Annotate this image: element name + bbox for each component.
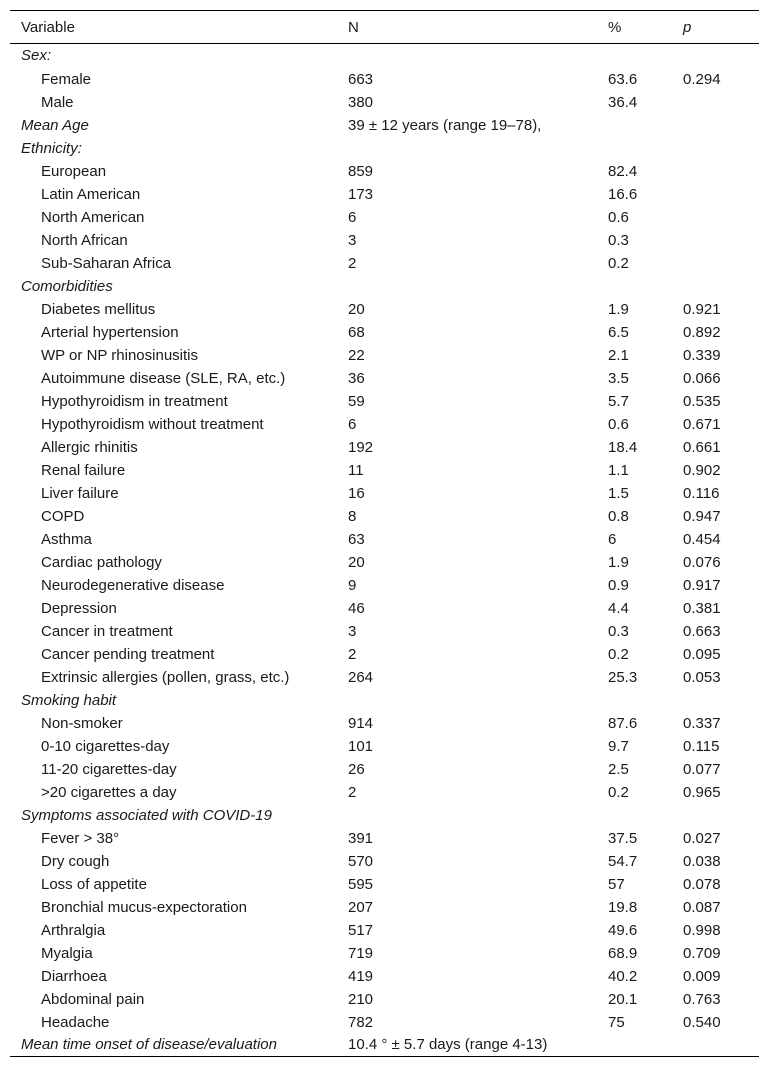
p-value-cell: 0.454: [683, 530, 721, 548]
n-cell: 20: [348, 553, 365, 571]
n-cell: 26: [348, 760, 365, 778]
percent-cell: 1.5: [608, 484, 629, 502]
table-row: [10, 390, 759, 413]
header-percent: %: [597, 11, 672, 44]
n-cell: 264: [348, 668, 374, 686]
patient-characteristics-table-container: [10, 10, 759, 1057]
n-cell: 663: [348, 70, 374, 88]
variable-cell: Arterial hypertension: [41, 323, 179, 341]
table-row: [10, 827, 759, 850]
variable-cell: COPD: [41, 507, 85, 525]
table-row: [10, 942, 759, 965]
percent-cell: 16.6: [608, 185, 638, 203]
table-row: [10, 666, 759, 689]
variable-cell: Cancer in treatment: [41, 622, 173, 640]
p-value-cell: 0.294: [683, 70, 721, 88]
n-cell: 173: [348, 185, 374, 203]
table-row: [10, 712, 759, 735]
p-value-cell: [672, 137, 759, 160]
variable-cell: Loss of appetite: [41, 875, 147, 893]
table-row: [10, 551, 759, 574]
variable-cell: Male: [41, 93, 74, 111]
percent-cell: [597, 1034, 672, 1057]
percent-cell: 4.4: [608, 599, 629, 617]
p-value-cell: 0.077: [683, 760, 721, 778]
variable-cell: Headache: [41, 1013, 110, 1031]
table-row: [10, 574, 759, 597]
n-cell: 11: [348, 461, 364, 479]
percent-cell: 57: [608, 875, 625, 893]
table-row: [10, 436, 759, 459]
table-row: [10, 988, 759, 1011]
variable-cell: Hypothyroidism in treatment: [41, 392, 228, 410]
percent-cell: 18.4: [608, 438, 638, 456]
variable-cell: Hypothyroidism without treatment: [41, 415, 264, 433]
n-cell: 22: [348, 346, 365, 364]
n-cell: 16: [348, 484, 365, 502]
variable-cell: Diarrhoea: [41, 967, 107, 985]
percent-cell: 87.6: [608, 714, 638, 732]
n-cell: 6: [348, 415, 357, 433]
n-cell: 2: [348, 254, 357, 272]
p-value-cell: 0.076: [683, 553, 721, 571]
p-value-cell: 0.066: [683, 369, 721, 387]
percent-cell: 25.3: [608, 668, 638, 686]
n-cell: 782: [348, 1013, 374, 1031]
n-cell: 59: [348, 392, 365, 410]
n-cell: 6: [348, 208, 357, 226]
n-cell: 859: [348, 162, 374, 180]
n-cell: 20: [348, 300, 365, 318]
percent-cell: 0.2: [608, 254, 629, 272]
variable-cell: Depression: [41, 599, 117, 617]
table-row: [10, 505, 759, 528]
table-row: [10, 459, 759, 482]
percent-cell: 5.7: [608, 392, 629, 410]
table-row: [10, 206, 759, 229]
percent-cell: 0.3: [608, 622, 629, 640]
percent-cell: 3.5: [608, 369, 629, 387]
table-row: [10, 620, 759, 643]
percent-cell: 75: [608, 1013, 625, 1031]
n-cell: 517: [348, 921, 374, 939]
header-p-value: p: [672, 11, 759, 44]
percent-cell: 1.9: [608, 553, 629, 571]
section-row: [10, 1034, 759, 1057]
n-cell: 3: [348, 622, 357, 640]
p-value-cell: 0.535: [683, 392, 721, 410]
p-value-cell: 0.115: [683, 737, 720, 755]
n-cell: 419: [348, 967, 374, 985]
p-value-cell: 0.116: [683, 484, 720, 502]
header-n: N: [337, 11, 597, 44]
p-value-cell: 0.902: [683, 461, 721, 479]
variable-cell: Myalgia: [41, 944, 93, 962]
table-row: [10, 758, 759, 781]
variable-cell: European: [41, 162, 107, 180]
variable-cell: >20 cigarettes a day: [41, 783, 177, 801]
n-cell: 63: [348, 530, 365, 548]
table-row: [10, 482, 759, 505]
p-value-cell: 0.892: [683, 323, 721, 341]
variable-cell: Abdominal pain: [41, 990, 145, 1008]
p-value-cell: 0.709: [683, 944, 721, 962]
table-row: [10, 919, 759, 942]
table-row: [10, 344, 759, 367]
variable-cell: 0-10 cigarettes-day: [41, 737, 170, 755]
p-value-cell: [672, 91, 759, 114]
table-row: [10, 68, 759, 91]
p-value-cell: 0.038: [683, 852, 721, 870]
p-value-cell: 0.087: [683, 898, 721, 916]
percent-cell: 19.8: [608, 898, 638, 916]
n-cell: 380: [348, 93, 374, 111]
n-cell: 391: [348, 829, 374, 847]
patient-characteristics-table: [10, 10, 759, 1057]
section-row: [10, 689, 759, 712]
variable-cell: Diabetes mellitus: [41, 300, 156, 318]
variable-cell: Fever > 38°: [41, 829, 120, 847]
table-row: [10, 367, 759, 390]
n-cell: [337, 804, 597, 827]
variable-cell: Asthma: [41, 530, 92, 548]
section-label: Sex:: [21, 47, 52, 65]
p-value-cell: 0.053: [683, 668, 721, 686]
table-row: [10, 781, 759, 804]
p-value-cell: [672, 114, 759, 137]
p-value-cell: 0.947: [683, 507, 721, 525]
n-cell: 101: [348, 737, 374, 755]
table-row: [10, 229, 759, 252]
variable-cell: Renal failure: [41, 461, 126, 479]
n-cell: [337, 137, 597, 160]
percent-cell: 2.5: [608, 760, 629, 778]
variable-cell: Female: [41, 70, 92, 88]
table-body: [10, 44, 759, 1057]
percent-cell: 49.6: [608, 921, 638, 939]
n-cell: 9: [348, 576, 357, 594]
percent-cell: 1.9: [608, 300, 629, 318]
percent-cell: 0.6: [608, 415, 629, 433]
n-cell: 2: [348, 645, 357, 663]
table-row: [10, 298, 759, 321]
n-cell: 3: [348, 231, 357, 249]
p-value-cell: 0.095: [683, 645, 721, 663]
variable-cell: Allergic rhinitis: [41, 438, 138, 456]
p-value-cell: 0.540: [683, 1013, 721, 1031]
percent-cell: 54.7: [608, 852, 638, 870]
percent-cell: [597, 114, 672, 137]
p-value-cell: 0.998: [683, 921, 721, 939]
percent-cell: 0.3: [608, 231, 629, 249]
p-value-cell: [672, 206, 759, 229]
p-value-cell: [672, 275, 759, 298]
variable-cell: Neurodegenerative disease: [41, 576, 225, 594]
table-row: [10, 850, 759, 873]
n-cell: 570: [348, 852, 374, 870]
header-row: [10, 11, 759, 44]
variable-cell: WP or NP rhinosinusitis: [41, 346, 199, 364]
percent-cell: 63.6: [608, 70, 638, 88]
percent-cell: 6: [608, 530, 617, 548]
p-value-cell: [672, 44, 759, 68]
table-header: [10, 11, 759, 44]
section-row: [10, 275, 759, 298]
percent-cell: [597, 275, 672, 298]
n-cell: 68: [348, 323, 365, 341]
percent-cell: [597, 804, 672, 827]
table-row: [10, 91, 759, 114]
p-value-cell: [672, 1034, 759, 1057]
section-label: Comorbidities: [21, 277, 113, 295]
variable-cell: Latin American: [41, 185, 141, 203]
n-cell: [337, 44, 597, 68]
n-cell: [337, 689, 597, 712]
section-label: Mean time onset of disease/evaluation: [10, 1034, 337, 1057]
section-label: Mean Age: [21, 116, 89, 134]
n-cell: 8: [348, 507, 357, 525]
n-cell: 36: [348, 369, 365, 387]
section-label: Symptoms associated with COVID-19: [21, 806, 272, 824]
p-value-cell: [672, 160, 759, 183]
p-value-cell: 0.671: [683, 415, 721, 433]
section-row: [10, 137, 759, 160]
table-row: [10, 183, 759, 206]
percent-cell: 2.1: [608, 346, 629, 364]
p-value-cell: 0.337: [683, 714, 721, 732]
percent-cell: 1.1: [608, 461, 629, 479]
table-row: [10, 413, 759, 436]
n-cell: 192: [348, 438, 374, 456]
percent-cell: [597, 689, 672, 712]
table-row: [10, 597, 759, 620]
n-cell: 210: [348, 990, 374, 1008]
p-value-cell: [672, 689, 759, 712]
variable-cell: Autoimmune disease (SLE, RA, etc.): [41, 369, 286, 387]
table-row: [10, 896, 759, 919]
variable-cell: Cardiac pathology: [41, 553, 162, 571]
variable-cell: Sub-Saharan Africa: [41, 254, 172, 272]
n-cell: 719: [348, 944, 374, 962]
percent-cell: 0.2: [608, 645, 629, 663]
table-row: [10, 735, 759, 758]
p-value-cell: 0.917: [683, 576, 721, 594]
n-cell: [337, 275, 597, 298]
header-variable: Variable: [10, 11, 337, 44]
p-value-cell: 0.661: [683, 438, 721, 456]
table-row: [10, 160, 759, 183]
percent-cell: 37.5: [608, 829, 638, 847]
table-row: [10, 1011, 759, 1034]
p-value-cell: 0.763: [683, 990, 721, 1008]
p-value-cell: 0.009: [683, 967, 721, 985]
p-value-cell: 0.027: [683, 829, 721, 847]
n-cell: 46: [348, 599, 365, 617]
table-row: [10, 528, 759, 551]
variable-cell: Dry cough: [41, 852, 110, 870]
p-value-cell: [672, 229, 759, 252]
variable-cell: North African: [41, 231, 128, 249]
p-value-cell: [672, 804, 759, 827]
table-row: [10, 643, 759, 666]
percent-cell: 40.2: [608, 967, 638, 985]
percent-cell: 20.1: [608, 990, 638, 1008]
n-cell: 2: [348, 783, 357, 801]
section-label: Smoking habit: [21, 691, 117, 709]
percent-cell: 6.5: [608, 323, 629, 341]
percent-cell: [597, 44, 672, 68]
p-value-cell: 0.078: [683, 875, 721, 893]
percent-cell: 0.8: [608, 507, 629, 525]
p-value-cell: 0.965: [683, 783, 721, 801]
p-value-cell: 0.339: [683, 346, 721, 364]
n-cell: 10.4 ° ± 5.7 days (range 4-13): [337, 1034, 597, 1057]
percent-cell: 36.4: [608, 93, 638, 111]
percent-cell: [597, 137, 672, 160]
table-row: [10, 252, 759, 275]
percent-cell: 0.9: [608, 576, 629, 594]
table-row: [10, 965, 759, 988]
section-label: Ethnicity:: [21, 139, 82, 157]
percent-cell: 82.4: [608, 162, 638, 180]
variable-cell: Bronchial mucus-expectoration: [41, 898, 247, 916]
p-value-cell: [672, 252, 759, 275]
variable-cell: Arthralgia: [41, 921, 106, 939]
percent-cell: 68.9: [608, 944, 638, 962]
variable-cell: Liver failure: [41, 484, 119, 502]
variable-cell: North American: [41, 208, 145, 226]
variable-cell: 11-20 cigarettes-day: [41, 760, 177, 778]
p-value-cell: 0.663: [683, 622, 721, 640]
section-row: [10, 114, 759, 137]
p-value-cell: 0.381: [683, 599, 721, 617]
p-value-cell: [672, 183, 759, 206]
variable-cell: Extrinsic allergies (pollen, grass, etc.): [41, 668, 290, 686]
percent-cell: 9.7: [608, 737, 629, 755]
n-cell: 39 ± 12 years (range 19–78),: [348, 116, 542, 134]
percent-cell: 0.6: [608, 208, 629, 226]
p-value-cell: 0.921: [683, 300, 721, 318]
table-row: [10, 873, 759, 896]
table-row: [10, 321, 759, 344]
percent-cell: 0.2: [608, 783, 629, 801]
section-row: [10, 804, 759, 827]
n-cell: 207: [348, 898, 374, 916]
n-cell: 914: [348, 714, 374, 732]
variable-cell: Non-smoker: [41, 714, 123, 732]
section-row: [10, 44, 759, 68]
variable-cell: Cancer pending treatment: [41, 645, 215, 663]
n-cell: 595: [348, 875, 374, 893]
